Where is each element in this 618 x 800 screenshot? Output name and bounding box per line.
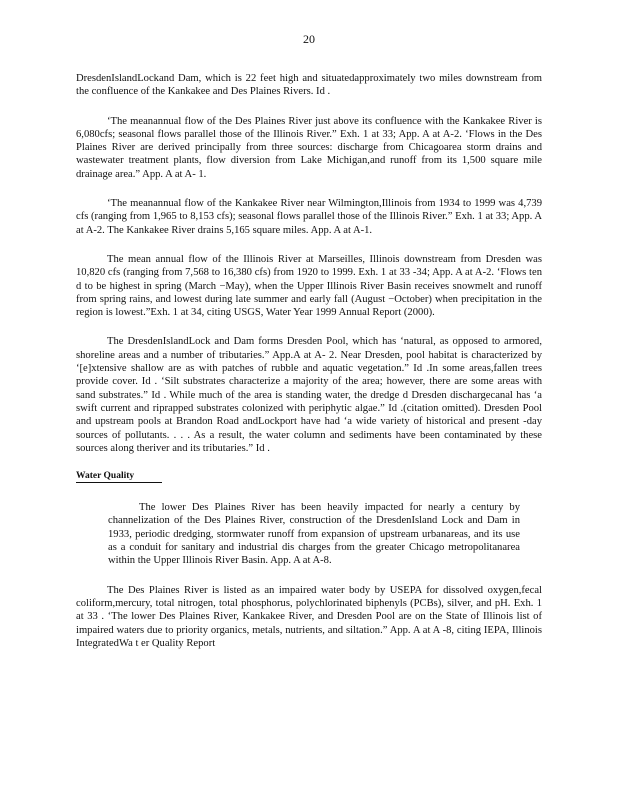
paragraph-des-plaines-flow: ‘The meanannual flow of the Des Plaines River just above its confluence with the Kankakee River is 6,080cfs; seasonal flows parallel those of the Illinois River.” Exh. 1 at 33; App. A at A-2. ‘Flows in the Des Plaines River are derived principally from three sources: discharge from Chicagoarea storm drains and wastewater treatment plants, flow diversion from Lake Michigan,and runoff from its 1,500 square mile drainage area.” App. A at A- 1. [76,115,542,180]
page-number: 20 [303,32,315,46]
paragraph-impaired-listing: The Des Plaines River is listed as an impaired water body by USEPA for dissolved oxygen,fecal coliform,mercury, total nitrogen, total phosphorus, polychlorinated biphenyls (PCBs), silver, and pH. Exh. 1 at 33 . ‘The lower Des Plaines River, Kankakee River, and Dresden Pool are on the State of Illinois list of impaired waters due to priority organics, metals, nutrients, and siltation.” App. A at A -8, citing IEPA, Illinois IntegratedWa t er Quality Report [76,584,542,649]
paragraph-illinois-flow: The mean annual flow of the Illinois River at Marseilles, Illinois downstream from Dresden was 10,820 cfs (ranging from 7,568 to 16,380 cfs) from 1920 to 1999. Exh. 1 at 33 -34; App. A at A-2. ‘Flows ten d to be highest in spring (March −May), when the Upper Illinois River Basin receives snowmelt and runoff from spring rains, and lowest during late summer and early fall (August −October) when precipitation in the region is lowest.”Exh. 1 at 34, citing USGS, Water Year 1999 Annual Report (2000). [76,253,542,319]
section-heading-label: Water Quality [76,471,162,483]
section-heading-water-quality [76,471,542,483]
block-paragraph-impacts: The lower Des Plaines River has been heavily impacted for nearly a century by channelization of the Des Plaines River, construction of the DresdenIsland Lock and Dam in 1933, periodic dredging, stormwater runoff from expansion of upstream urbanareas, and its use as a conduit for sanitary and industrial dis charges from the greater Chicago metropolitanarea within the Upper Illinois River Basin. App. A at A-8. [108,502,520,567]
paragraph-kankakee-flow: ‘The meanannual flow of the Kankakee River near Wilmington,Illinois from 1934 to 1999 was 4,739 cfs (ranging from 1,965 to 8,153 cfs); seasonal flows parallel those of the Illinois River.” Exh. 1 at 33; App. A at A-2. The Kankakee River drains 5,165 square miles. App. A at A-1. [76,198,542,236]
document-body [76,72,542,666]
paragraph-dresden-pool: The DresdenIslandLock and Dam forms Dresden Pool, which has ‘natural, as opposed to armored, shoreline areas and a number of tributaries.” App.A at A- 2. Near Dresden, pool habitat is characterized by ‘[e]xtensive shallow are as with patches of rubble and aquatic vegetation.” Id .In some areas,fallen trees provide cover. Id . ‘Silt substrates characterize a majority of the area; however, there are some areas with sand substrates.” Id . While much of the area is standing water, the dredge d Dresden dischargecanal has ‘a swift current and riprapped substrates colonized with periphytic algae.” Id .(citation omitted). Dresden Pool and upstream pools at Brandon Road andLockport have had ‘a wide variety of historical and present -day sources of pollutants. . . . As a result, the water column and sediments have been contaminated by these sources along theriver and its tributaries.” Id . [76,336,542,454]
paragraph-dresden-lock: DresdenIslandLockand Dam, which is 22 feet high and situatedapproximately two miles downstream from the confluence of the Kankakee and Des Plaines Rivers. Id . [76,73,542,98]
